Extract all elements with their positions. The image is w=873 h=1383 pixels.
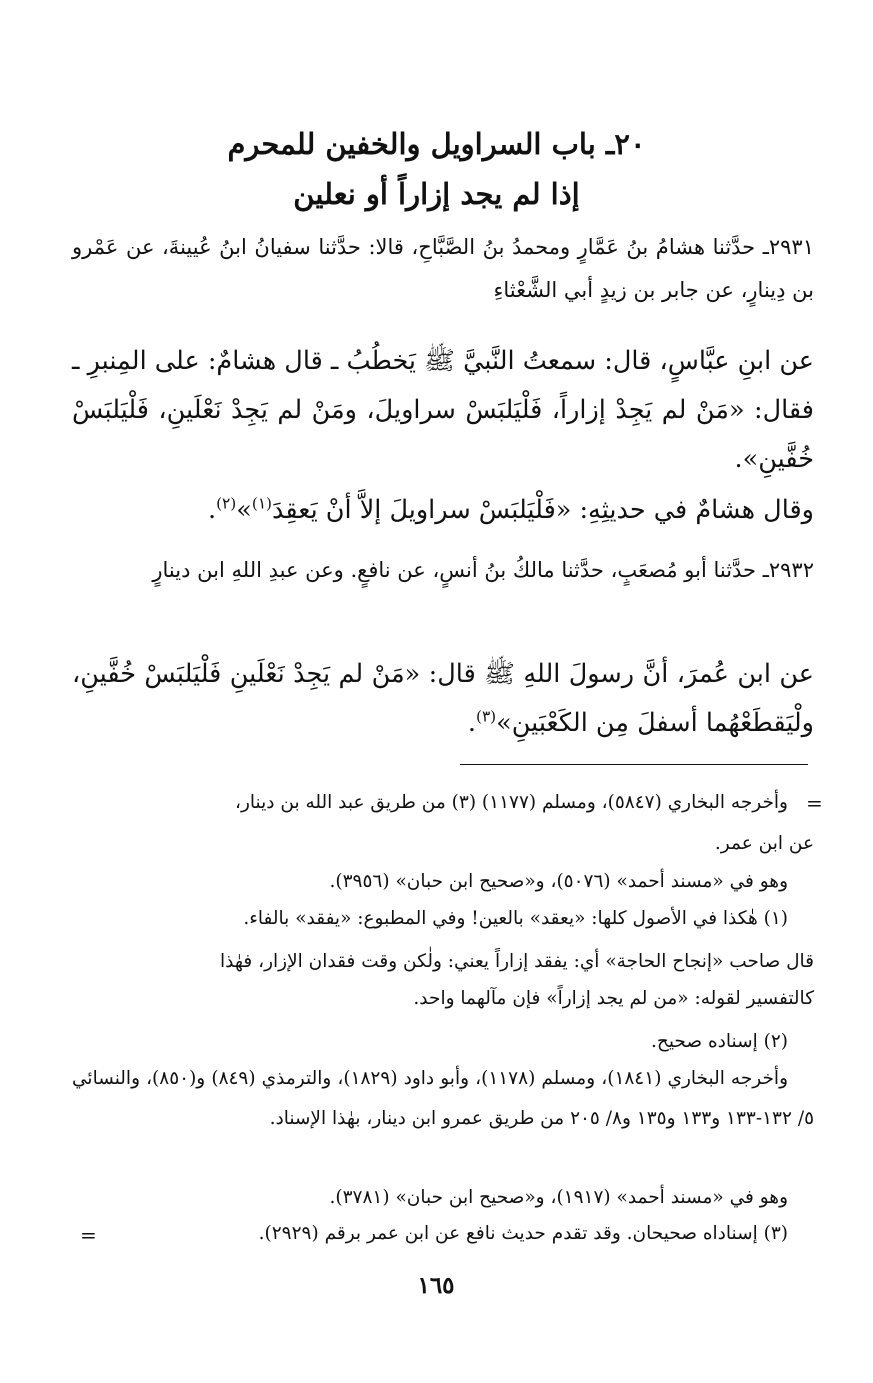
footnote-2-paragraph: وأخرجه البخاري (١٨٤١)، ومسلم (١١٧٨)، وأبو داود (١٨٢٩)، والترمذي (٨٤٩) و(٨٥٠)، والنسائي ٥/ ١٣٢-١٣٣ و١٣٣ و١٣٥ و٨/ ٢٠٥ من طريق عمرو ابن دينار، بهٰذا الإسناد. bbox=[72, 1068, 814, 1129]
footnote-1-line-1: (١) هٰكذا في الأصول كلها: «يعقد» بالعين! وفي المطبوع: «يفقد» بالفاء. bbox=[243, 908, 788, 929]
hisham-variant-close-quote: » bbox=[236, 495, 252, 525]
hadith-2932-matn bbox=[72, 650, 814, 748]
footnote-separator bbox=[460, 764, 808, 765]
footnote-2-line-1: (٢) إسناده صحيح. bbox=[651, 1031, 788, 1052]
hadith-2932-matn-end: . bbox=[467, 708, 476, 738]
hadith-2931-isnad: ٢٩٣١ـ حدَّثنا هشامُ بنُ عَمَّارٍ ومحمدُ بنُ الصَّبَّاحِ، قالا: حدَّثنا سفيانُ ابنُ عُيينةَ، عن عَمْرو بن دِينارٍ، عن جابر بن زيدٍ أبي الشَّعْثاءِ bbox=[72, 235, 814, 302]
footnote-3-line-1: (٣) إسناداه صحيحان. وقد تقدم حديث نافع عن ابن عمر برقم (٢٩٢٩). bbox=[258, 1223, 788, 1244]
hisham-variant-end: . bbox=[207, 495, 217, 525]
continuation-mark-bottom: = bbox=[80, 1223, 97, 1247]
footnote-ref-1: (١) bbox=[251, 494, 272, 513]
hadith-2932-isnad: ٢٩٣٢ـ حدَّثنا أبو مُصعَبٍ، حدَّثنا مالكُ بنُ أنسٍ، عن نافعٍ. وعن عبدِ اللهِ ابن دينارٍ bbox=[152, 558, 814, 582]
footnote-ref-3: (٣) bbox=[475, 707, 497, 726]
footnote-1-line-3: كالتفسير لقوله: «من لم يجد إزاراً» فإن مآلهما واحد. bbox=[413, 988, 814, 1009]
hisham-variant-text: وقال هشامٌ في حديثِهِ: «فَلْيَلبَسْ سراويلَ إلاَّ أنْ يَعقِدَ bbox=[272, 495, 814, 525]
footnote-continued-line-2: عن ابن عمر. bbox=[714, 833, 814, 854]
footnote-ref-2: (٢) bbox=[216, 494, 237, 513]
continuation-mark-top: = bbox=[806, 791, 823, 815]
hadith-2932-matn-text: عن ابن عُمرَ، أنَّ رسولَ اللهِ ﷺ قال: «مَنْ لم يَجِدْ نَعْلَينِ فَلْيَلبَسْ خُفَّينِ، ولْيَقطَعْهُما أسفلَ مِن الكَعْبَينِ» bbox=[72, 659, 814, 738]
chapter-subtitle: إذا لم يجد إزاراً أو نعلين bbox=[293, 177, 580, 211]
hadith-2931-matn: عن ابنِ عبَّاسٍ، قال: سمعتُ النَّبيَّ ﷺ يَخطُبُ ـ قال هشامٌ: على المِنبرِ ـ فقال: «مَنْ لم يَجِدْ إزاراً، فَلْيَلبَسْ سراويلَ، ومَنْ لم يَجِدْ نَعْلَينِ، فَلْيَلبَسْ خُفَّينِ». bbox=[72, 346, 814, 474]
page-number: ١٦٥ bbox=[417, 1272, 455, 1299]
hadith-2931-hisham-variant bbox=[72, 486, 814, 535]
footnote-continued-line-1: وأخرجه البخاري (٥٨٤٧)، ومسلم (١١٧٧) (٣) من طريق عبد الله بن دينار، bbox=[234, 792, 788, 813]
footnote-1-line-2: قال صاحب «إنجاح الحاجة» أي: يفقد إزاراً يعني: ولٰكن وقت فقدان الإزار، فهٰذا bbox=[220, 951, 814, 972]
footnote-continued-line-3: وهو في «مسند أحمد» (٥٠٧٦)، و«صحيح ابن حبان» (٣٩٥٦). bbox=[329, 871, 788, 892]
footnote-2-line-last: وهو في «مسند أحمد» (١٩١٧)، و«صحيح ابن حبان» (٣٧٨١). bbox=[329, 1187, 788, 1208]
chapter-title: ٢٠ـ باب السراويل والخفين للمحرم bbox=[227, 127, 646, 161]
